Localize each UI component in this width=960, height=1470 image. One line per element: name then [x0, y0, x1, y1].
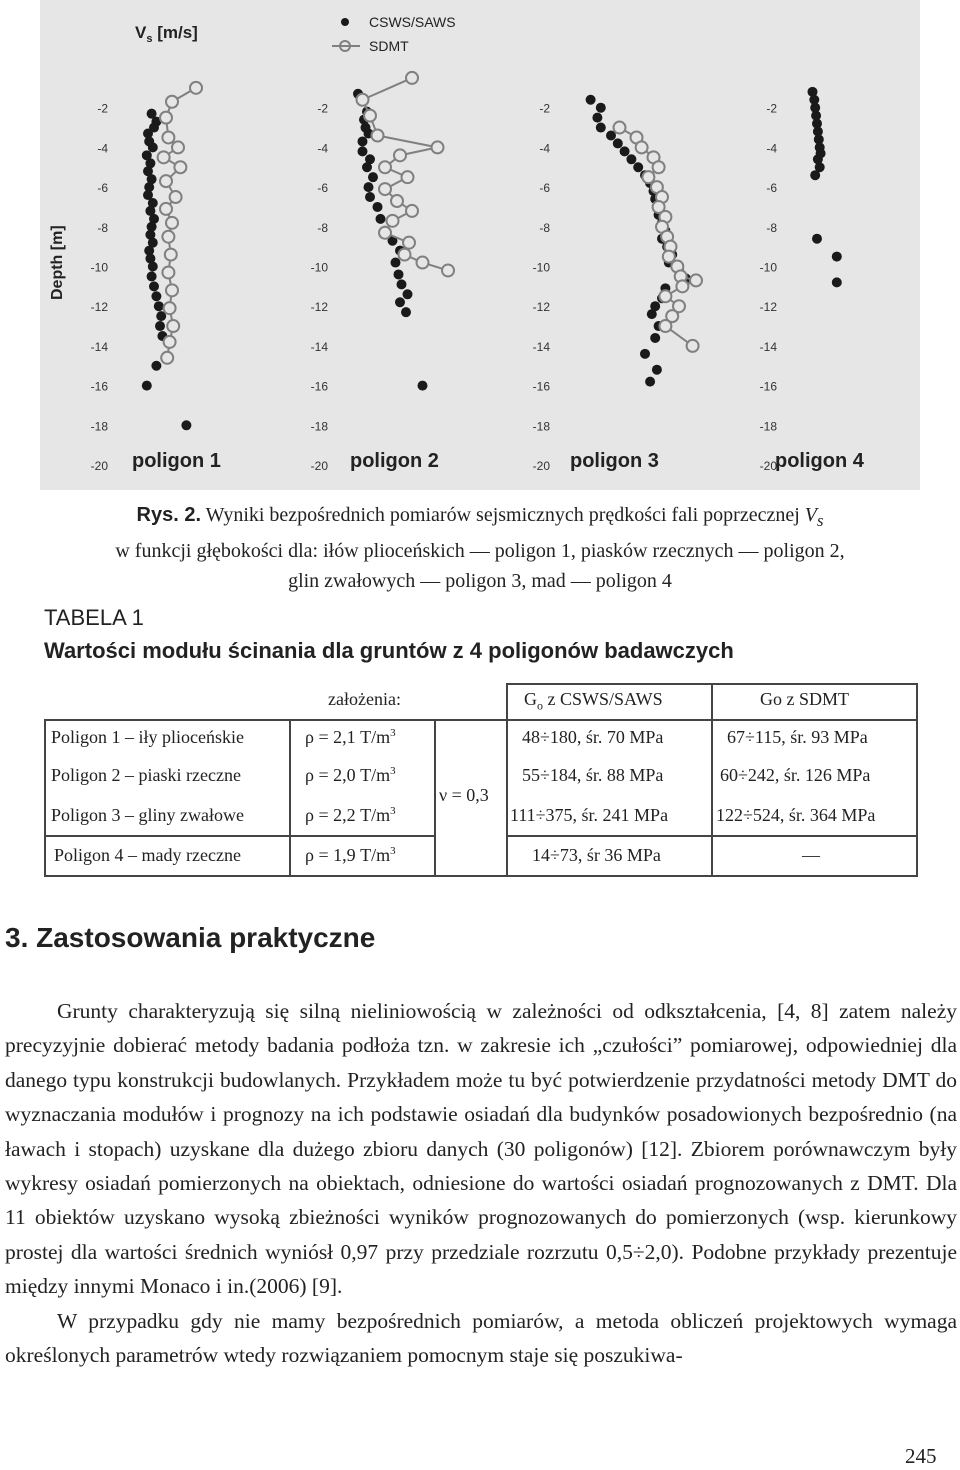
tick-label: -14	[759, 339, 777, 354]
csws-point	[394, 269, 404, 279]
sdmt-point	[167, 320, 179, 332]
tick-label: -4	[317, 141, 328, 156]
x-axis-label	[135, 23, 198, 45]
sdmt-point	[162, 266, 174, 278]
csws-point	[647, 309, 657, 319]
csws-point	[391, 258, 401, 268]
tick-label: -12	[310, 300, 328, 315]
tick-label: -10	[532, 260, 550, 275]
tick-label: -20	[90, 459, 108, 473]
csws-point	[148, 142, 158, 152]
tick-label: -20	[532, 459, 550, 473]
sdmt-point	[162, 131, 174, 143]
tick-label: -6	[97, 181, 108, 196]
tick-label: -14	[310, 339, 328, 354]
sdmt-point	[364, 110, 376, 122]
row-1-rho-sup: 3	[390, 727, 396, 739]
tick-label: -18	[759, 419, 777, 434]
tick-label: -12	[90, 300, 108, 315]
tick-label: -20	[310, 459, 328, 473]
row-3-name: Poligon 3 – gliny zwałowe	[51, 805, 244, 825]
row-4-name: Poligon 4 – mady rzeczne	[54, 845, 241, 865]
row-1-rho-value: ρ = 2,1 T/m	[305, 727, 391, 747]
sdmt-point	[690, 274, 702, 286]
tick-label: -8	[97, 220, 108, 235]
sdmt-point	[402, 171, 414, 183]
tick-label: -18	[310, 419, 328, 434]
row-4-rho-value: ρ = 1,9 T/m	[305, 845, 391, 865]
panel-label: poligon 3	[570, 450, 659, 472]
sdmt-point	[614, 122, 626, 134]
x-axis-label-unit: [m/s]	[152, 23, 198, 42]
csws-point	[650, 333, 660, 343]
row-4-sdmt: —	[802, 845, 820, 865]
sdmt-point	[394, 149, 406, 161]
sdmt-point	[164, 336, 176, 348]
csws-point	[365, 192, 375, 202]
row-4-csws: 14÷73, śr 36 MPa	[532, 845, 661, 865]
page-number: 245	[905, 1444, 937, 1468]
csws-point	[148, 262, 158, 272]
csws-point	[418, 381, 428, 391]
header-go-sdmt: Go z SDMT	[760, 689, 849, 709]
csws-point	[395, 297, 405, 307]
figure-caption	[0, 500, 960, 596]
csws-point	[640, 349, 650, 359]
tick-label: -12	[759, 300, 777, 315]
sdmt-point	[676, 280, 688, 292]
legend-csws-marker	[341, 18, 349, 26]
table-title: Wartości modułu ścinania dla gruntów z 4 poligonów badawczych	[44, 638, 734, 663]
csws-point	[358, 136, 368, 146]
sdmt-point	[160, 112, 172, 124]
sdmt-point	[161, 352, 173, 364]
row-3-rho-value: ρ = 2,2 T/m	[305, 805, 391, 825]
row-2-name: Poligon 2 – piaski rzeczne	[51, 765, 241, 785]
header-go-csws-sub: o	[537, 698, 543, 713]
sdmt-point	[417, 257, 429, 269]
row-2-rho-value: ρ = 2,0 T/m	[305, 765, 391, 785]
caption-symbol-sub: s	[817, 511, 824, 530]
sdmt-point	[170, 191, 182, 203]
csws-point	[832, 252, 842, 262]
tick-label: -2	[766, 101, 777, 116]
csws-point	[362, 162, 372, 172]
table-label: TABELA 1	[44, 605, 144, 630]
panel-label: poligon 2	[350, 450, 439, 472]
csws-point	[596, 103, 606, 113]
tick-label: -8	[766, 220, 777, 235]
tick-label: -6	[766, 181, 777, 196]
caption-label: Rys. 2.	[136, 504, 201, 526]
csws-point	[373, 202, 383, 212]
row-4-rho-sup: 3	[390, 845, 396, 857]
paragraph-2: W przypadku gdy nie mamy bezpośrednich pomiarów, a metoda obliczeń projektowych wymaga określonych parametrów wtedy rozwiązaniem pomocnym staje się poszukiwa-	[5, 1308, 957, 1368]
csws-point	[364, 182, 374, 192]
legend-sdmt-label: SDMT	[369, 38, 409, 54]
row-1-name: Poligon 1 – iły plioceńskie	[51, 727, 244, 747]
body-text	[5, 994, 957, 1372]
csws-point	[154, 301, 164, 311]
sdmt-point	[174, 161, 186, 173]
csws-point	[645, 377, 655, 387]
vs-depth-chart	[40, 0, 920, 490]
sdmt-point	[403, 237, 415, 249]
caption-line-3: glin zwałowych — poligon 3, mad — poligon 4	[288, 570, 672, 592]
tick-label: -2	[539, 101, 550, 116]
csws-point	[181, 420, 191, 430]
csws-point	[397, 279, 407, 289]
tick-label: -16	[759, 379, 777, 394]
row-2-rho	[305, 765, 396, 786]
sdmt-point	[659, 320, 671, 332]
shear-modulus-table	[44, 683, 918, 877]
row-2-rho-sup: 3	[390, 765, 396, 777]
tick-label: -4	[766, 141, 777, 156]
tick-label: -14	[90, 339, 108, 354]
caption-line-2: w funkcji głębokości dla: iłów plioceńskich — poligon 1, piasków rzecznych — poligon 2,	[115, 540, 845, 562]
sdmt-point	[642, 171, 654, 183]
sdmt-point	[379, 227, 391, 239]
tick-label: -10	[759, 260, 777, 275]
tick-label: -14	[532, 339, 550, 354]
sdmt-point	[158, 151, 170, 163]
panel-label: poligon 1	[132, 450, 221, 472]
tick-label: -4	[97, 141, 108, 156]
tick-label: -2	[97, 101, 108, 116]
header-assumptions: założenia:	[328, 689, 401, 709]
tick-label: -12	[532, 300, 550, 315]
tick-label: -16	[532, 379, 550, 394]
caption-line-1	[0, 500, 960, 536]
sdmt-point	[659, 290, 671, 302]
x-axis-label-main: V	[135, 23, 147, 42]
header-go-csws-text: z CSWS/SAWS	[543, 689, 663, 709]
row-3-sdmt: 122÷524, śr. 364 MPa	[716, 805, 876, 825]
sdmt-point	[406, 205, 418, 217]
tick-label: -16	[90, 379, 108, 394]
sdmt-point	[357, 94, 369, 106]
section-heading: 3. Zastosowania praktyczne	[5, 922, 376, 953]
tick-label: -8	[539, 220, 550, 235]
csws-point	[652, 365, 662, 375]
sdmt-point	[164, 302, 176, 314]
sdmt-point	[636, 141, 648, 153]
sdmt-point	[379, 161, 391, 173]
csws-point	[376, 214, 386, 224]
sdmt-point	[162, 231, 174, 243]
tick-label: -8	[317, 220, 328, 235]
row-1-rho	[305, 727, 396, 748]
tick-label: -4	[539, 141, 550, 156]
row-3-rho-sup: 3	[390, 805, 396, 817]
row-2-csws: 55÷184, śr. 88 MPa	[522, 765, 664, 785]
sdmt-point	[653, 161, 665, 173]
header-go-csws	[524, 689, 663, 714]
paragraph-1: Grunty charakteryzują się silną nieliniowością w zależności od odkształcenia, [4, 8] zatem należy precyzyjnie dobierać metody badania podłoża tzn. w zakresie ich „czułości” pomiarowej, odpowiedniej dla danego typu konstrukcji budowlanych. Przykładem może tu być potwierdzenie przydatności metody DMT do wyznaczania modułów i prognozy na ich podstawie osiadań dla budynków posadowionych bezpośrednio (na ławach i stopach) uzyskane dla dużego zbioru danych (30 poligonów) [12]. Zbiorem porównawczym były wykresy osiadań pomierzonych na obiektach, odniesione do wartości osiadań prognozowanych z DMT. Dla 11 obiektów uzyskano wysoką zbieżności wyników prognozowanych do pomierzonych (wsp. kierunkowy prostej dla wartości średnich wyniósł 0,97 przy przedziale rozrzutu 0,5÷2,0). Podobne przykłady prezentuje między innymi Monaco i in.(2006) [9].	[5, 999, 957, 1299]
sdmt-point	[160, 203, 172, 215]
panel-label: poligon 4	[775, 450, 864, 472]
row-1-sdmt: 67÷115, śr. 93 MPa	[727, 727, 868, 747]
csws-point	[401, 307, 411, 317]
header-go-csws-symbol: G	[524, 689, 537, 709]
tick-label: -6	[539, 181, 550, 196]
row-4-rho	[305, 845, 396, 866]
csws-point	[620, 146, 630, 156]
csws-point	[142, 381, 152, 391]
sdmt-point	[172, 141, 184, 153]
tick-label: -10	[90, 260, 108, 275]
csws-point	[149, 281, 159, 291]
tick-label: -10	[310, 260, 328, 275]
csws-point	[403, 289, 413, 299]
caption-text-1: Wyniki bezpośrednich pomiarów sejsmicznych prędkości fali poprzecznej	[201, 504, 805, 526]
csws-point	[832, 277, 842, 287]
csws-point	[151, 291, 161, 301]
row-1-csws: 48÷180, śr. 70 MPa	[522, 727, 664, 747]
sdmt-point	[160, 175, 172, 187]
sdmt-point	[190, 82, 202, 94]
csws-point	[596, 123, 606, 133]
row-3-rho	[305, 805, 396, 826]
sdmt-point	[442, 264, 454, 276]
y-axis-label: Depth [m]	[49, 225, 66, 300]
csws-point	[368, 172, 378, 182]
sdmt-point	[663, 251, 675, 263]
csws-point	[812, 234, 822, 244]
csws-point	[358, 146, 368, 156]
caption-symbol: V	[804, 504, 817, 526]
tick-label: -18	[90, 419, 108, 434]
sdmt-point	[166, 96, 178, 108]
sdmt-point	[387, 215, 399, 227]
sdmt-point	[406, 72, 418, 84]
csws-point	[633, 162, 643, 172]
poisson-ratio: ν = 0,3	[439, 785, 489, 805]
sdmt-point	[399, 249, 411, 261]
sdmt-point	[165, 249, 177, 261]
csws-point	[586, 95, 596, 105]
sdmt-point	[432, 141, 444, 153]
csws-point	[613, 138, 623, 148]
csws-point	[592, 113, 602, 123]
tick-label: -18	[532, 419, 550, 434]
tick-label: -6	[317, 181, 328, 196]
sdmt-point	[166, 284, 178, 296]
tick-label: -2	[317, 101, 328, 116]
csws-point	[155, 321, 165, 331]
sdmt-point	[372, 129, 384, 141]
sdmt-point	[687, 340, 699, 352]
sdmt-point	[166, 217, 178, 229]
legend	[332, 14, 456, 54]
row-3-csws: 111÷375, śr. 241 MPa	[510, 805, 669, 825]
csws-point	[810, 170, 820, 180]
tick-label: -20	[759, 459, 777, 473]
legend-csws-label: CSWS/SAWS	[369, 14, 456, 30]
csws-point	[147, 271, 157, 281]
sdmt-point	[391, 195, 403, 207]
sdmt-point	[379, 183, 391, 195]
tick-label: -16	[310, 379, 328, 394]
row-2-sdmt: 60÷242, śr. 126 MPa	[720, 765, 871, 785]
csws-point	[151, 361, 161, 371]
x-axis-label-sub: s	[146, 33, 153, 45]
figure-vs-depth	[40, 0, 920, 490]
csws-point	[626, 154, 636, 164]
